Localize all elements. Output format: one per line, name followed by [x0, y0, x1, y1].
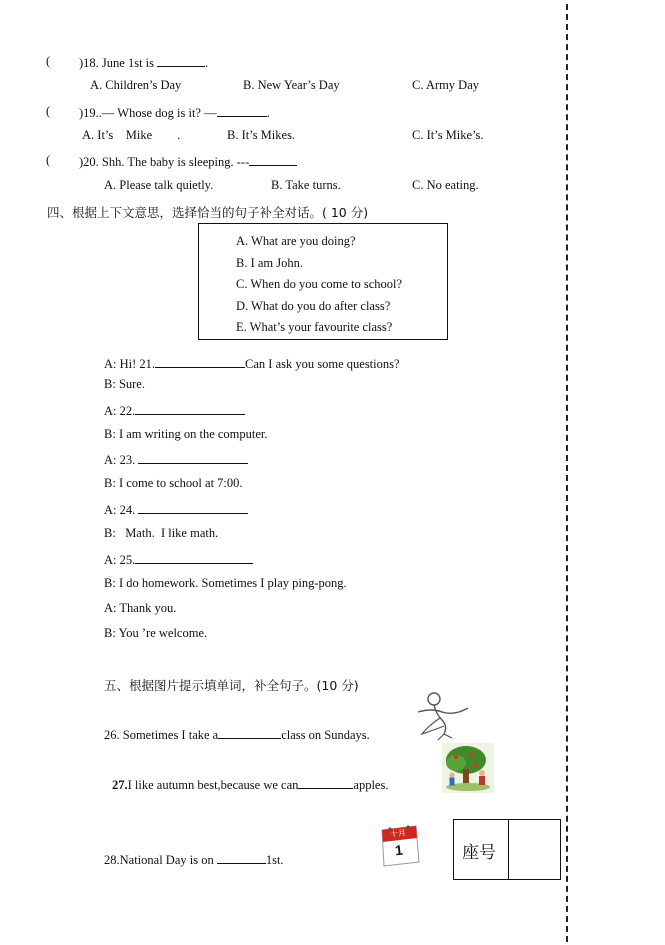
box-option-b: B. I am John.: [236, 256, 304, 270]
dialogue-line: B: Math. I like math.: [104, 526, 219, 540]
q20-option-b[interactable]: B. Take turns.: [271, 178, 341, 192]
dialogue-line-24: A: 24.: [104, 501, 248, 518]
dialogue-line-23: A: 23.: [104, 451, 248, 468]
calendar-day: 1: [394, 841, 404, 859]
q25-answer-blank[interactable]: [135, 551, 253, 564]
q19-option-a[interactable]: A. It’s Mike .: [82, 128, 181, 142]
seat-number-label: 座号: [462, 843, 496, 863]
q20-stem: )20. Shh. The baby is sleeping. ---: [79, 153, 297, 170]
dialogue-line: B: I do homework. Sometimes I play ping-pong.: [104, 576, 347, 590]
dialogue-line: B: Sure.: [104, 377, 145, 391]
q20-answer-blank[interactable]: [249, 153, 297, 166]
q19-stem: )19..— Whose dog is it? — .: [79, 106, 270, 120]
dialogue-line: B: I come to school at 7:00.: [104, 476, 243, 490]
box-option-c: C. When do you come to school?: [236, 277, 403, 291]
box-option-a: A. What are you doing?: [236, 234, 356, 248]
q19-paren: (: [46, 104, 51, 118]
dialogue-line: B: I am writing on the computer.: [104, 427, 268, 441]
q26-line: 26. Sometimes I take a class on Sundays.: [104, 728, 370, 742]
q24-answer-blank[interactable]: [138, 501, 248, 514]
q22-answer-blank[interactable]: [135, 402, 245, 415]
q18-option-c[interactable]: C. Army Day: [412, 78, 480, 92]
dialogue-line: A: Thank you.: [104, 601, 177, 615]
q21-answer-blank[interactable]: [155, 355, 245, 368]
q26-answer-blank[interactable]: [218, 726, 281, 739]
q18-option-a[interactable]: A. Children’s Day: [90, 78, 182, 92]
q27-line: 27.I like autumn best,because we can apples.: [112, 778, 389, 792]
dialogue-line: B: You ’re welcome.: [104, 626, 208, 640]
binding-dashed-line: [566, 4, 568, 942]
calendar-icon: [376, 824, 420, 868]
box-option-d: D. What do you do after class?: [236, 299, 391, 313]
q19-answer-blank[interactable]: [217, 104, 267, 117]
apple-tree-icon: [442, 743, 494, 793]
q27-answer-blank[interactable]: [298, 776, 353, 789]
q19-option-c[interactable]: C. It’s Mike’s.: [412, 128, 484, 142]
q18-option-b[interactable]: B. New Year’s Day: [243, 78, 340, 92]
seat-number-box: [453, 819, 561, 880]
q20-paren: (: [46, 153, 51, 167]
section4-title: 四、根据上下文意思，选择恰当的句子补全对话。( 10 分): [47, 205, 369, 220]
q19-option-b[interactable]: B. It’s Mikes.: [227, 128, 296, 142]
dialogue-line-21: A: Hi! 21. Can I ask you some questions?: [104, 357, 400, 371]
q18-answer-blank[interactable]: [157, 54, 205, 67]
q18-stem: )18. June 1st is .: [79, 56, 209, 70]
calendar-month: 十月: [389, 828, 407, 839]
q20-option-c[interactable]: C. No eating.: [412, 178, 479, 192]
q18-paren: (: [46, 54, 51, 68]
q20-option-a[interactable]: A. Please talk quietly.: [104, 178, 214, 192]
q28-line: 28.National Day is on 1st.: [104, 853, 284, 867]
q23-answer-blank[interactable]: [138, 451, 248, 464]
dialogue-line-22: A: 22.: [104, 402, 245, 419]
dancer-icon: [414, 690, 472, 742]
section5-title: 五、根据图片提示填单词，补全句子。(10 分): [104, 678, 359, 693]
section4-options-box: [198, 223, 448, 340]
q28-answer-blank[interactable]: [217, 851, 266, 864]
seat-number-field[interactable]: [509, 820, 561, 879]
dialogue-line-25: A: 25.: [104, 551, 253, 568]
box-option-e: E. What’s your favourite class?: [236, 320, 393, 334]
